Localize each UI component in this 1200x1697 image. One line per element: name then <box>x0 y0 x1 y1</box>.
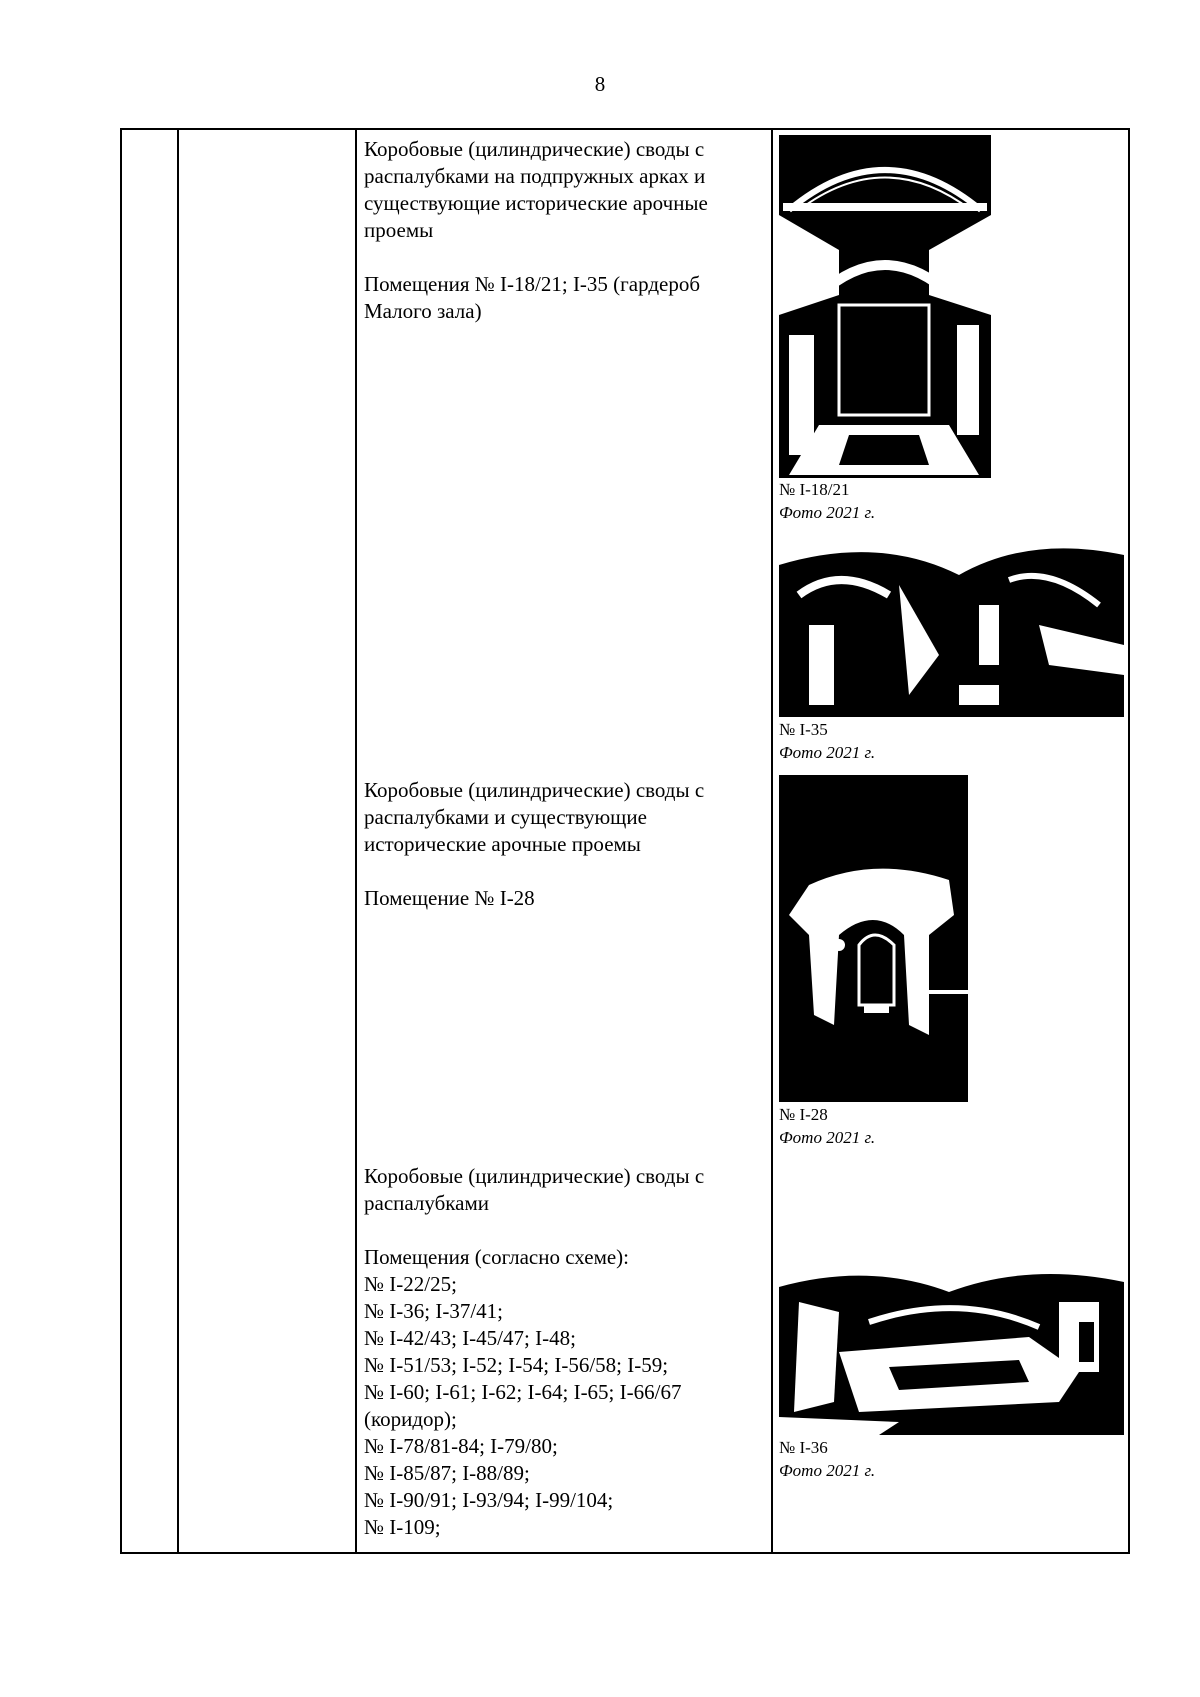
caption-i-28 <box>779 1103 875 1149</box>
section-3-rooms: № I-90/91; I-93/94; I-99/104; <box>364 1488 614 1512</box>
photo-i-28 <box>779 775 968 1102</box>
section-3-line: распалубками <box>364 1191 490 1215</box>
section-1-rooms: Малого зала) <box>364 299 482 323</box>
section-2-line: Коробовые (цилиндрические) своды с <box>364 778 705 802</box>
section-3-rooms: (коридор); <box>364 1407 457 1431</box>
section-1-rooms: Помещения № I-18/21; I-35 (гардероб <box>364 272 701 296</box>
caption-i-35 <box>779 718 875 764</box>
section-2-rooms: Помещение № I-28 <box>364 886 535 910</box>
section-3-rooms: № I-85/87; I-88/89; <box>364 1461 530 1485</box>
section-1-line: существующие исторические арочные <box>364 191 708 215</box>
photo-number: № I-18/21 <box>779 480 850 499</box>
photo-number: № I-35 <box>779 720 828 739</box>
section-1-text <box>364 136 764 325</box>
section-3-rooms: № I-60; I-61; I-62; I-64; I-65; I-66/67 <box>364 1380 682 1404</box>
caption-i-18-21 <box>779 478 875 524</box>
section-1-line: распалубками на подпружных арках и <box>364 164 706 188</box>
photo-number: № I-36 <box>779 1438 828 1457</box>
section-3-rooms: № I-51/53; I-52; I-54; I-56/58; I-59; <box>364 1353 669 1377</box>
section-1-line: Коробовые (цилиндрические) своды с <box>364 137 705 161</box>
section-1-line: проемы <box>364 218 434 242</box>
photo-date: Фото 2021 г. <box>779 743 876 762</box>
page-number: 8 <box>594 72 606 96</box>
section-3-line: Коробовые (цилиндрические) своды с <box>364 1164 705 1188</box>
section-2-line: исторические арочные проемы <box>364 832 641 856</box>
section-2-text <box>364 777 764 912</box>
column-divider-2 <box>355 130 357 1552</box>
section-3-rooms: № I-109; <box>364 1515 441 1539</box>
column-divider-3 <box>771 130 773 1552</box>
photo-date: Фото 2021 г. <box>779 503 876 522</box>
photo-date: Фото 2021 г. <box>779 1461 876 1480</box>
section-3-rooms: № I-22/25; <box>364 1272 457 1296</box>
section-3-rooms: Помещения (согласно схеме): <box>364 1245 630 1269</box>
photo-i-35 <box>779 525 1124 717</box>
section-3-text <box>364 1163 764 1541</box>
section-2-line: распалубками и существующие <box>364 805 647 829</box>
caption-i-36 <box>779 1436 875 1482</box>
photo-date: Фото 2021 г. <box>779 1128 876 1147</box>
photo-i-18-21 <box>779 135 991 478</box>
column-divider-1 <box>177 130 179 1552</box>
section-3-rooms: № I-36; I-37/41; <box>364 1299 504 1323</box>
photo-i-36 <box>779 1242 1124 1435</box>
photo-number: № I-28 <box>779 1105 828 1124</box>
section-3-rooms: № I-78/81-84; I-79/80; <box>364 1434 558 1458</box>
section-3-rooms: № I-42/43; I-45/47; I-48; <box>364 1326 576 1350</box>
